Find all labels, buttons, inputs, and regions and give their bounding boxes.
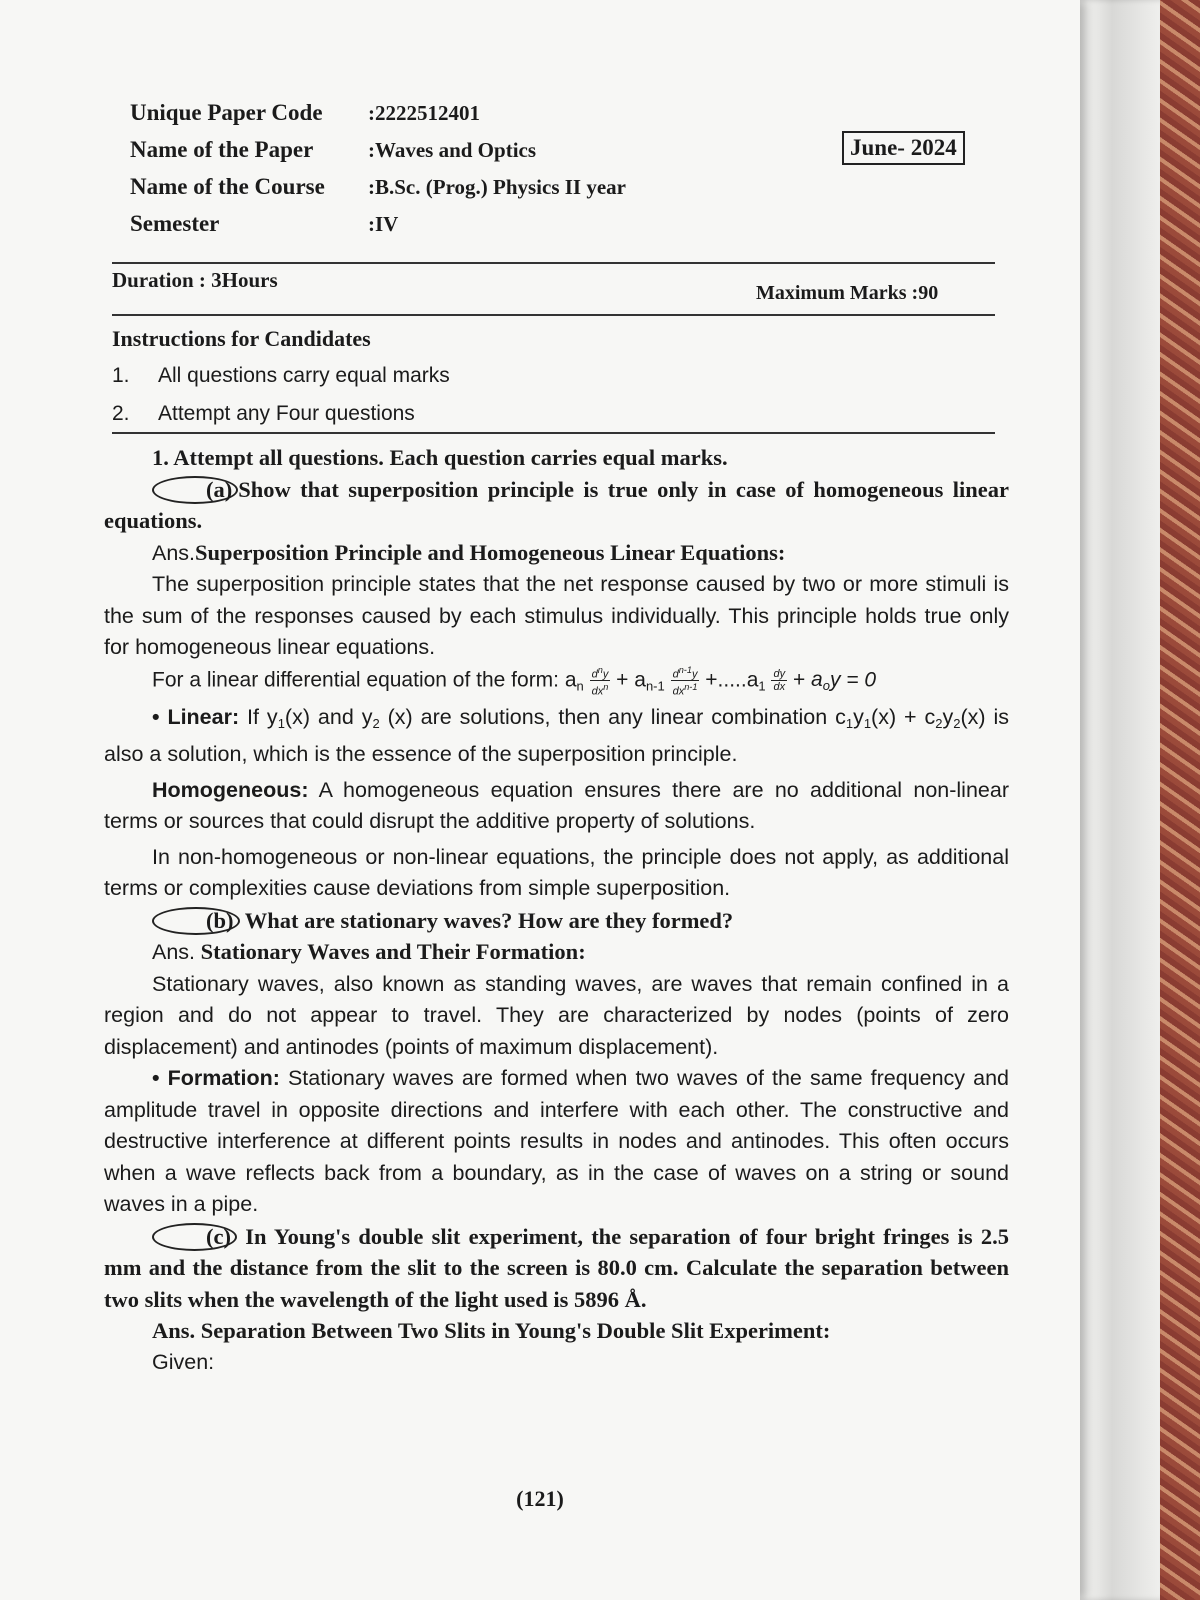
formation-label: • Formation: <box>152 1066 280 1091</box>
homogeneous-paragraph <box>104 775 1009 838</box>
equation-prefix: For a linear differential equation of the form: <box>152 668 560 692</box>
meta-value: :IV <box>368 212 399 236</box>
homogeneous-text: A homogeneous equation ensures there are no additional non-linear terms or sources that could disrupt the additive property of solutions. <box>104 777 1009 834</box>
answer-b-title: Stationary Waves and Their Formation: <box>195 939 586 965</box>
linear-text: (x) and y <box>284 704 373 729</box>
instruction-number: 2. <box>112 402 130 425</box>
question-c-text: In Young's double slit experiment, the separation of four bright fringes is 2.5 mm and the distance from the slit to the screen is 80.0 cm. Calculate the separation between two slits when the wavelength of the light used is 5896 Å. <box>104 1223 1009 1312</box>
meta-row-paper <box>130 137 626 174</box>
meta-value: :2222512401 <box>368 101 480 125</box>
linear-text: (x) is also a solution, which is the essence of the superposition principle. <box>104 704 1010 767</box>
instruction-item <box>112 402 450 440</box>
question-b <box>104 905 1009 937</box>
instructions-list <box>112 364 450 440</box>
answer-prefix: Ans. <box>152 940 196 965</box>
instruction-item <box>112 364 450 402</box>
meta-key: Name of the Paper <box>130 137 314 162</box>
page-number: (121) <box>516 1486 564 1511</box>
question-label-a: (a) <box>152 476 238 504</box>
homogeneous-label: Homogeneous: <box>152 777 309 802</box>
answer-c-heading: Ans. Separation Between Two Slits in Young's Double Slit Experiment: <box>152 1318 831 1344</box>
given-label: Given: <box>152 1349 215 1374</box>
meta-key: Unique Paper Code <box>130 100 323 125</box>
question-b-text: What are stationary waves? How are they formed? <box>239 907 734 933</box>
linear-text: (x) are solutions, then any linear combination c <box>379 704 846 729</box>
formation-paragraph <box>104 1063 1009 1221</box>
linear-text: (x) + c <box>871 704 936 729</box>
instruction-text: All questions carry equal marks <box>158 364 450 387</box>
meta-row-semester <box>130 211 626 248</box>
question-label-c: (c) <box>152 1223 237 1251</box>
instruction-text: Attempt any Four questions <box>158 402 415 425</box>
question-1-intro: 1. Attempt all questions. Each question carries equal marks. <box>152 445 728 470</box>
fraction: $\frac{d^ny}{dx^n}$ <box>591 664 609 698</box>
meta-row-course <box>130 174 626 211</box>
question-c <box>104 1221 1009 1316</box>
duration-text: Duration : 3Hours <box>112 268 278 292</box>
formation-text: Stationary waves are formed when two waves of the same frequency and amplitude travel in opposite directions and interfere with each other. The constructive and destructive interference at different points results in nodes and antinodes. This often occurs when a wave reflects back from a boundary, as in the case of waves on a string or sound waves in a pipe. <box>104 1066 1009 1217</box>
exam-date-box: June- 2024 <box>842 131 965 165</box>
divider-line <box>112 314 995 316</box>
paper-meta <box>130 100 626 248</box>
answer-body <box>104 442 1009 1378</box>
answer-a-paragraph: The superposition principle states that the net response caused by two or more stimuli is the sum of the responses caused by each stimulus individually. This principle holds true only for homogeneous linear equations. <box>104 572 1009 659</box>
instructions-title: Instructions for Candidates <box>112 326 371 351</box>
meta-key: Semester <box>130 211 220 236</box>
fraction: $\frac{dy}{dx}$ <box>773 668 786 694</box>
answer-b-paragraph: Stationary waves, also known as standing waves, are waves that remain confined in a region and do not appear to travel. They are characterized by nodes (points of zero displacement) and antinodes (points of maximum displacement). <box>104 971 1009 1059</box>
linear-label: • Linear: <box>152 704 240 729</box>
linear-equation: For a linear differential equation of the form: $a_n$ $\frac{d^ny}{dx^n}$ + $a_{n-1}$ $\frac{d^{n-1}y}{dx^{n-1}}$ $+.....a_1$ $\frac{dy}{dx}$ + $a_oy = 0$ <box>152 664 877 698</box>
instruction-number: 1. <box>112 364 130 387</box>
linear-paragraph: • Linear: If $y_1(x)$ and $y_2$ (x) are solutions, then any linear combination $c_1y_1(x) + c_2y_2(x)$ is also a solution, which is the essence of the superposition principle. <box>104 704 1010 767</box>
question-a <box>104 474 1009 537</box>
divider-line <box>112 262 995 264</box>
equation-tail: y = 0 <box>829 668 877 692</box>
meta-key: Name of the Course <box>130 174 325 199</box>
meta-value: :B.Sc. (Prog.) Physics II year <box>368 175 626 199</box>
nonhomogeneous-paragraph: In non-homogeneous or non-linear equations, the principle does not apply, as additional terms or complexities cause deviations from simple superposition. <box>104 844 1009 901</box>
question-a-text: Show that superposition principle is true only in case of homogeneous linear equations. <box>104 476 1009 533</box>
linear-text: If y <box>239 704 278 729</box>
question-label-b: (b) <box>152 907 240 935</box>
meta-row-code <box>130 100 626 137</box>
max-marks-text: Maximum Marks :90 <box>756 282 939 304</box>
fraction: $\frac{d^{n-1}y}{dx^{n-1}}$ <box>672 664 698 698</box>
divider-line <box>112 432 995 434</box>
answer-prefix: Ans. <box>152 540 196 565</box>
answer-b-heading <box>104 936 1009 969</box>
meta-value: :Waves and Optics <box>368 138 537 162</box>
answer-a-title: Superposition Principle and Homogeneous Linear Equations: <box>195 539 786 565</box>
answer-a-heading <box>104 537 1009 570</box>
